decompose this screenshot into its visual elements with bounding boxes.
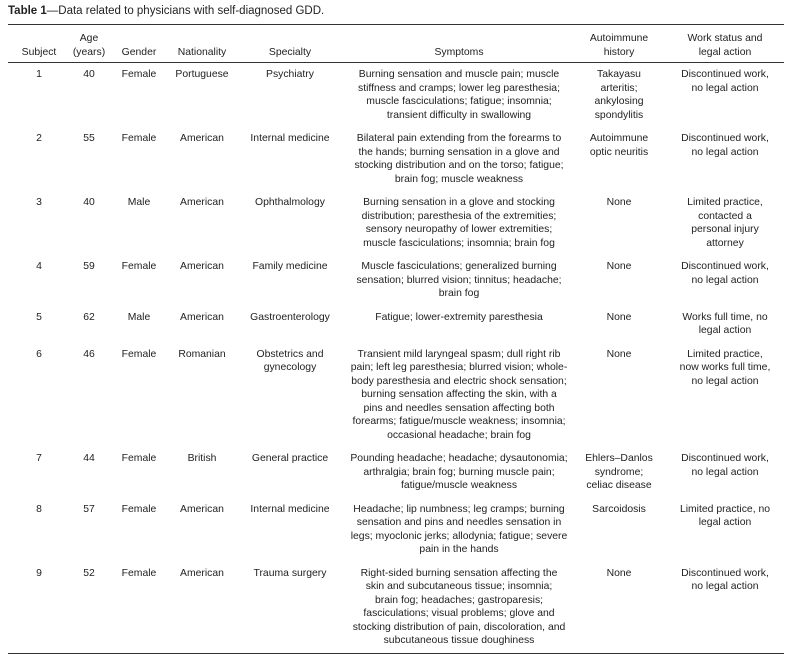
cell-work-status: Discontinued work, no legal action <box>681 261 769 286</box>
cell-subject: 6 <box>36 348 42 360</box>
cell-gender: Female <box>121 567 157 579</box>
cell-symptoms: Muscle fasciculations; generalized burning sensation; blurred vision; tinnitus; headache; brain fog <box>356 261 562 299</box>
cell-work-status: Discontinued work, no legal action <box>681 567 769 592</box>
table-header <box>8 25 784 63</box>
cell-work-status: Works full time, no legal action <box>682 311 768 336</box>
cell-gender: Male <box>127 311 151 323</box>
cell-work-status: Discontinued work, no legal action <box>681 69 769 94</box>
cell-autoimmune-history: None <box>606 311 632 323</box>
table-row <box>8 343 784 448</box>
cell-subject: 7 <box>36 453 42 464</box>
cell-age: 57 <box>83 503 95 515</box>
cell-autoimmune-history: Takayasu arteritis; ankylosing spondylitis <box>594 69 644 121</box>
cell-age: 40 <box>83 197 95 208</box>
cell-autoimmune-history: None <box>606 348 632 360</box>
cell-age: 59 <box>83 261 95 272</box>
cell-symptoms: Transient mild laryngeal spasm; dull right rib pain; left leg paresthesia; blurred vision; whole- body paresthesia and electric shock sensation; burning sensation affecting the skin, with a pins and needles sensation affecting both forearms; fatigue/muscle weakness; insomnia; occasional headache; brain fog <box>350 348 568 441</box>
table-row <box>8 498 784 562</box>
header-gender: Gender <box>121 46 157 58</box>
physician-data-table <box>8 24 784 654</box>
header-nationality: Nationality <box>177 46 227 58</box>
cell-symptoms: Burning sensation and muscle pain; muscle stiffness and cramps; lower leg paresthesia; muscle fasciculations; fatigue; insomnia; transient difficulty in swallowing <box>358 69 560 121</box>
cell-autoimmune-history: None <box>606 261 632 272</box>
cell-work-status: Limited practice, now works full time, no legal action <box>679 348 771 387</box>
cell-nationality: British <box>187 453 217 464</box>
cell-subject: 9 <box>36 567 42 579</box>
cell-autoimmune-history: Ehlers–Danlos syndrome; celiac disease <box>585 453 653 491</box>
cell-specialty: General practice <box>251 453 329 464</box>
cell-work-status: Discontinued work, no legal action <box>681 453 769 478</box>
cell-symptoms: Pounding headache; headache; dysautonomia; arthralgia; brain fog; burning muscle pain; fatigue/muscle weakness <box>350 453 568 491</box>
table-row <box>8 127 784 191</box>
cell-symptoms: Burning sensation in a glove and stocking distribution; paresthesia of the extremities; sensory neuropathy of lower extremities; muscle fasciculations; insomnia; brain fog <box>361 197 557 249</box>
cell-subject: 2 <box>36 133 42 144</box>
cell-subject: 3 <box>36 197 42 208</box>
cell-specialty: Psychiatry <box>266 69 314 80</box>
cell-work-status: Limited practice, no legal action <box>679 503 771 528</box>
table-row <box>8 191 784 255</box>
table-body <box>8 63 784 654</box>
cell-age: 52 <box>83 567 95 579</box>
cell-specialty: Obstetrics and gynecology <box>256 348 324 373</box>
cell-age: 40 <box>83 69 95 80</box>
caption-label: Table 1 <box>8 5 47 17</box>
cell-nationality: Romanian <box>178 348 226 360</box>
cell-autoimmune-history: None <box>606 567 632 579</box>
cell-age: 55 <box>83 133 95 144</box>
cell-specialty: Internal medicine <box>250 503 330 515</box>
header-specialty: Specialty <box>268 46 312 58</box>
header-row <box>8 25 784 63</box>
cell-symptoms: Fatigue; lower-extremity paresthesia <box>375 311 543 323</box>
cell-symptoms: Right-sided burning sensation affecting the skin and subcutaneous tissue; insomnia; brain fog; headaches; gastroparesis; fasciculations; visual problems; glove and stocking distribution of pain, discoloration, and subcutaneous tissue doughiness <box>352 567 566 646</box>
table-row <box>8 63 784 128</box>
cell-gender: Female <box>121 69 157 80</box>
cell-nationality: American <box>180 503 224 515</box>
cell-gender: Female <box>121 503 157 515</box>
table-row <box>8 255 784 306</box>
cell-autoimmune-history: Sarcoidosis <box>592 503 646 515</box>
table-caption <box>8 4 324 18</box>
header-age: Age (years) <box>72 33 106 58</box>
cell-nationality: American <box>180 197 224 208</box>
cell-subject: 5 <box>36 311 42 323</box>
cell-autoimmune-history: None <box>606 197 632 208</box>
cell-gender: Female <box>121 453 157 464</box>
cell-specialty: Gastroenterology <box>250 311 330 323</box>
cell-subject: 8 <box>36 503 42 515</box>
cell-gender: Female <box>121 261 157 272</box>
cell-specialty: Family medicine <box>252 261 328 272</box>
cell-work-status: Limited practice, contacted a personal injury attorney <box>687 197 763 249</box>
header-symptoms: Symptoms <box>434 46 484 58</box>
cell-nationality: American <box>180 133 224 144</box>
cell-gender: Female <box>121 133 157 144</box>
header-autoimmune-history: Autoimmune history <box>589 33 649 58</box>
cell-nationality: Portuguese <box>175 69 229 80</box>
cell-gender: Female <box>121 348 157 360</box>
table-row <box>8 562 784 654</box>
cell-nationality: American <box>180 261 224 272</box>
header-work-status: Work status and legal action <box>687 33 763 58</box>
cell-specialty: Internal medicine <box>250 133 330 144</box>
cell-symptoms: Bilateral pain extending from the forearms to the hands; burning sensation in a glove and stocking distribution and on the torso; fatigue; brain fog; muscle weakness <box>354 133 564 185</box>
cell-age: 62 <box>83 311 95 323</box>
cell-subject: 4 <box>36 261 42 272</box>
cell-specialty: Ophthalmology <box>255 197 325 208</box>
cell-specialty: Trauma surgery <box>253 567 327 579</box>
cell-nationality: American <box>180 567 224 579</box>
cell-autoimmune-history: Autoimmune optic neuritis <box>589 133 649 158</box>
cell-symptoms: Headache; lip numbness; leg cramps; burning sensation and pins and needles sensation in legs; myoclonic jerks; allodynia; fatigue; severe pain in the hands <box>350 503 568 555</box>
header-subject: Subject <box>21 46 57 58</box>
cell-gender: Male <box>127 197 151 208</box>
caption-text: —Data related to physicians with self-diagnosed GDD. <box>46 5 325 17</box>
table-row <box>8 447 784 498</box>
cell-subject: 1 <box>36 69 42 80</box>
cell-work-status: Discontinued work, no legal action <box>681 133 769 158</box>
cell-age: 44 <box>83 453 95 464</box>
cell-age: 46 <box>83 348 95 360</box>
table-row <box>8 306 784 343</box>
cell-nationality: American <box>180 311 224 323</box>
